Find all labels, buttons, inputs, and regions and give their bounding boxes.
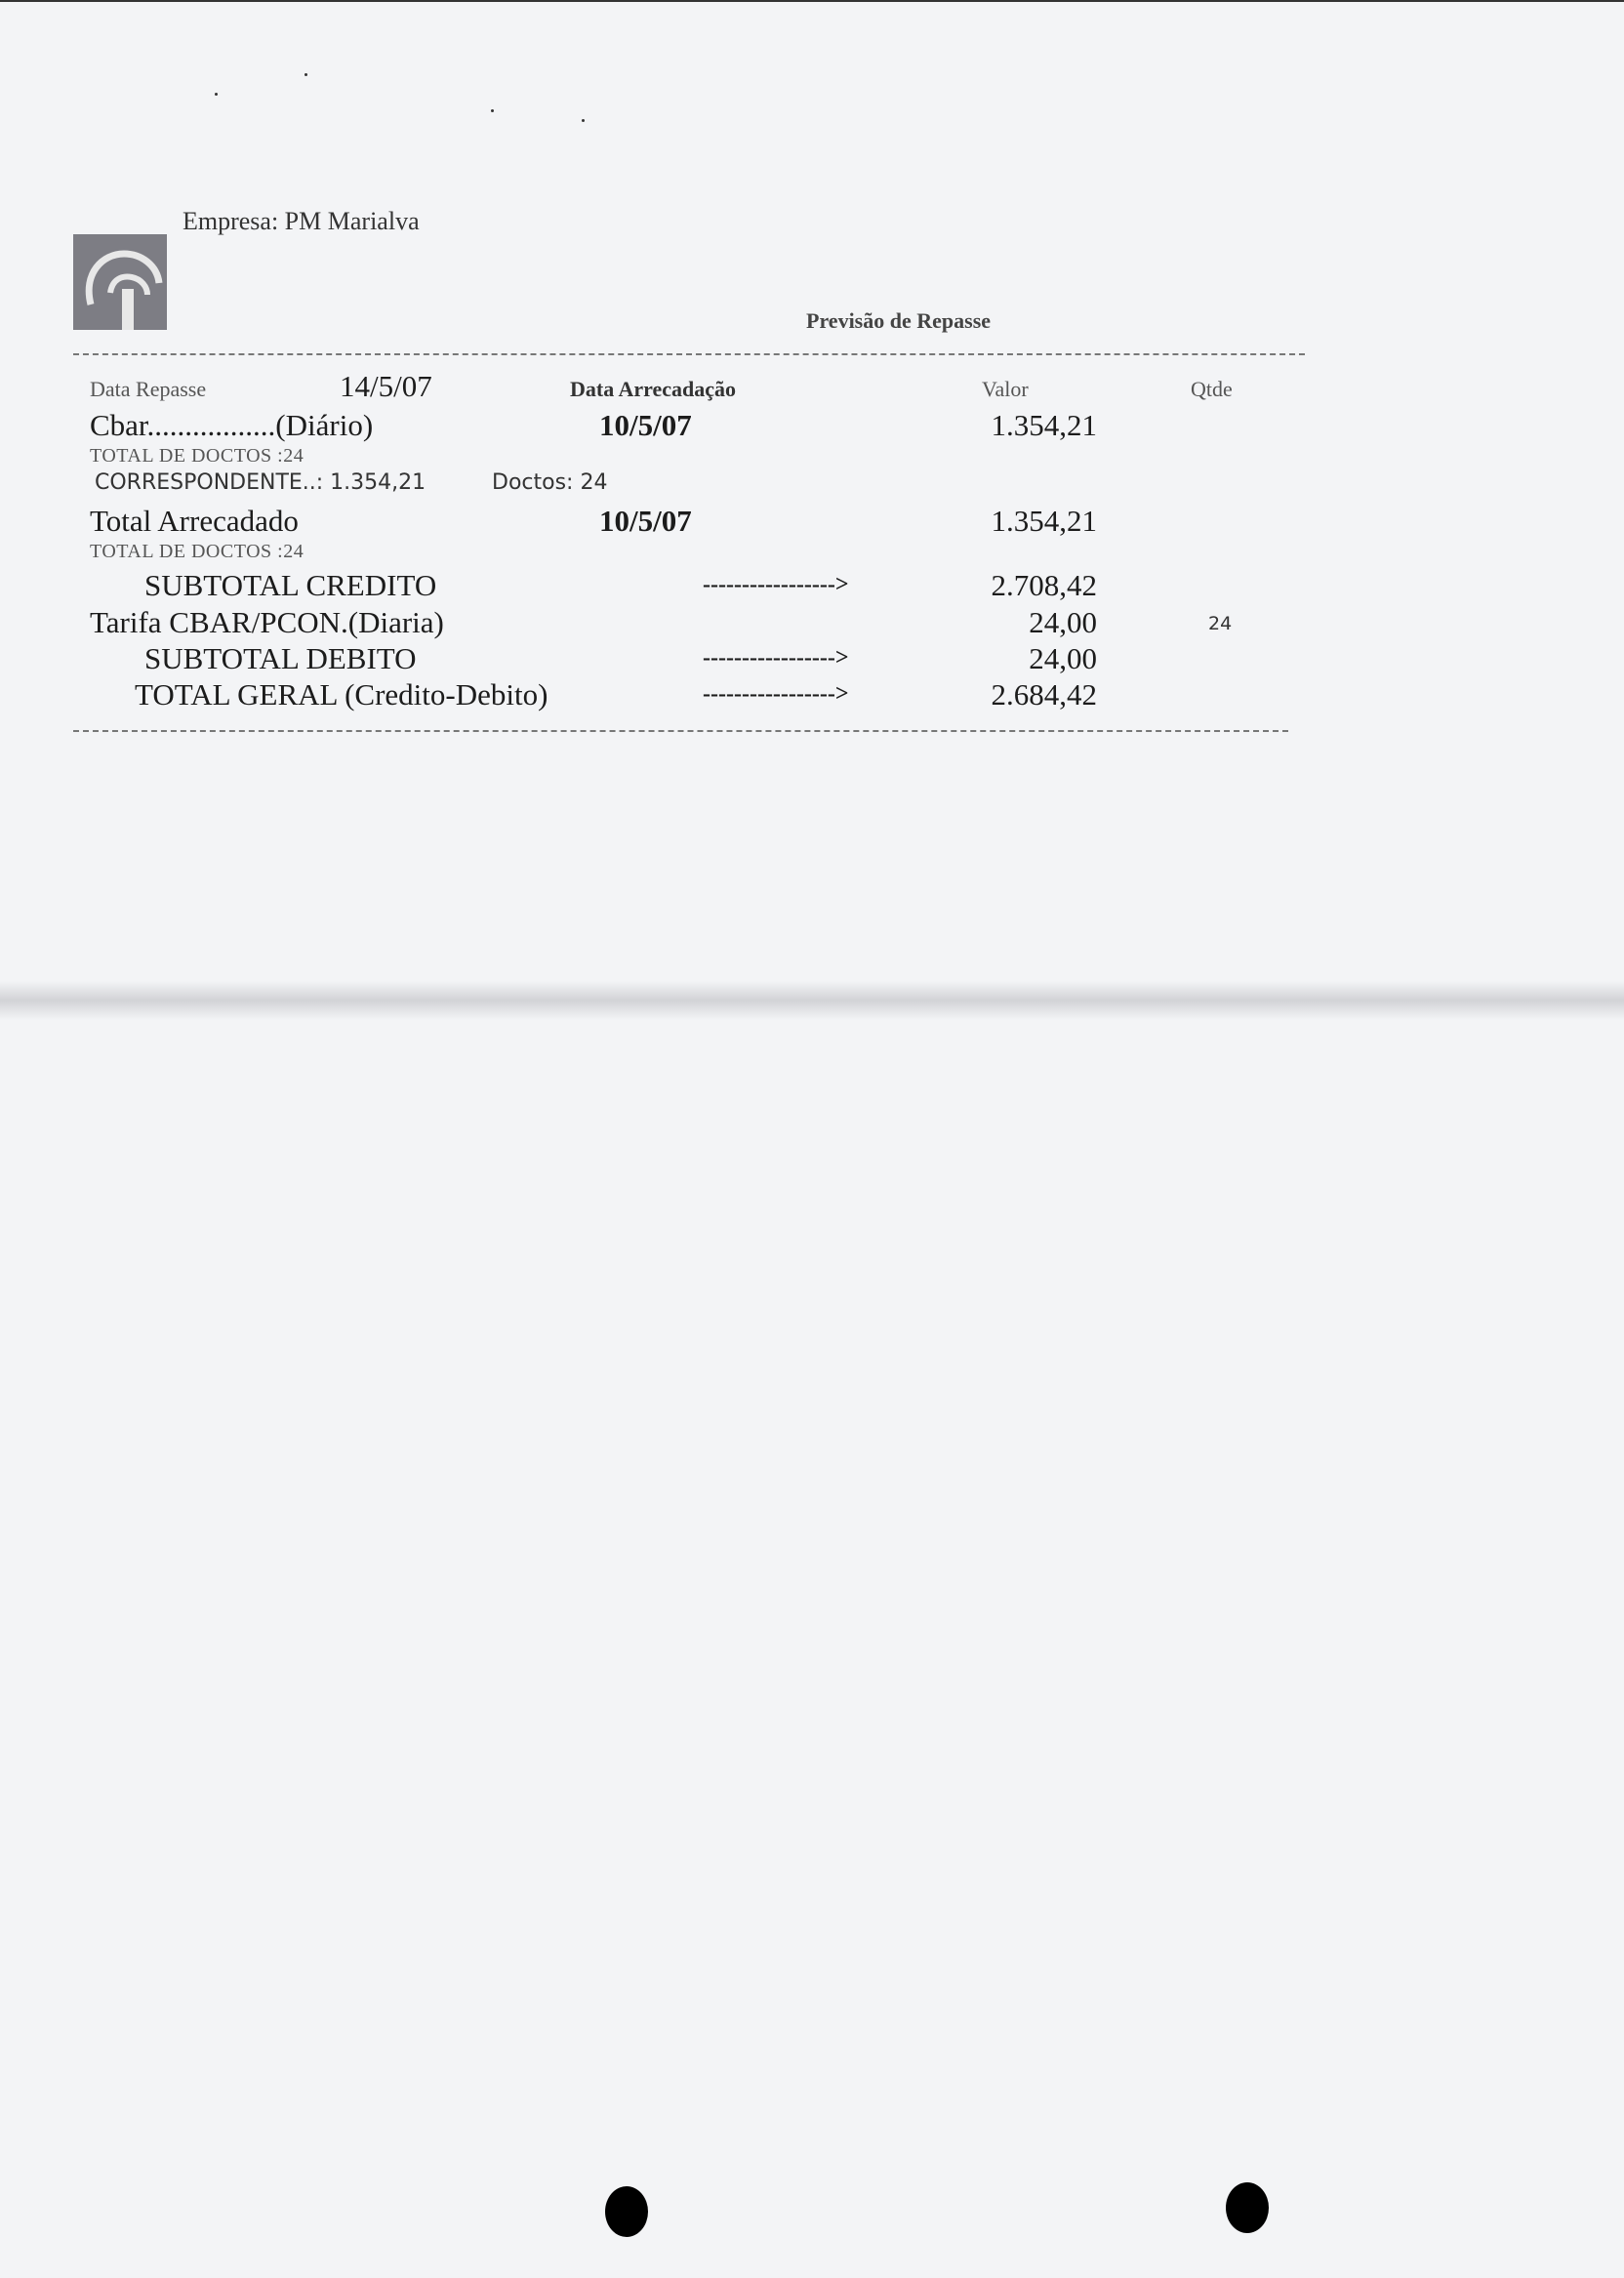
scan-speck: [491, 109, 494, 112]
subtotal-credito-value: 2.708,42: [991, 568, 1097, 602]
total-doctos-2: TOTAL DE DOCTOS :24: [90, 541, 304, 562]
doctos-text: Doctos: 24: [492, 470, 608, 495]
total-doctos-1: TOTAL DE DOCTOS :24: [90, 445, 304, 467]
bank-logo-icon: [73, 234, 167, 330]
subtotal-debito-arrow: ----------------->: [703, 645, 849, 671]
data-repasse-label: Data Repasse: [90, 377, 207, 401]
valor-label: Valor: [982, 377, 1029, 401]
cbar-date: 10/5/07: [599, 408, 692, 442]
scan-speck: [215, 93, 218, 96]
subtotal-debito-label: SUBTOTAL DEBITO: [144, 641, 417, 675]
tarifa-value: 24,00: [1029, 605, 1097, 639]
punch-hole: [605, 2186, 648, 2237]
cbar-label: Cbar.................(Diário): [90, 408, 374, 442]
subtotal-credito-arrow: ----------------->: [703, 572, 849, 597]
total-geral-arrow: ----------------->: [703, 681, 849, 707]
cbar-value: 1.354,21: [991, 408, 1097, 442]
data-repasse-value: 14/5/07: [340, 369, 432, 403]
subtotal-debito-value: 24,00: [1029, 641, 1097, 675]
page-top-edge: [0, 0, 1624, 2]
punch-hole: [1226, 2182, 1269, 2233]
scan-speck: [304, 73, 307, 76]
total-geral-value: 2.684,42: [991, 677, 1097, 712]
tarifa-label: Tarifa CBAR/PCON.(Diaria): [90, 605, 444, 639]
report-title: Previsão de Repasse: [806, 308, 992, 333]
total-arrecadado-label: Total Arrecadado: [90, 504, 299, 538]
total-arrecadado-date: 10/5/07: [599, 504, 692, 538]
scan-speck: [582, 119, 585, 122]
scan-artifact-band: [0, 981, 1624, 1020]
total-geral-label: TOTAL GERAL (Credito-Debito): [135, 677, 548, 712]
subtotal-credito-label: SUBTOTAL CREDITO: [144, 568, 437, 602]
header-divider: [73, 353, 1305, 355]
data-arrecadacao-label: Data Arrecadação: [570, 377, 737, 401]
correspondente-text: CORRESPONDENTE..: 1.354,21: [95, 470, 426, 495]
tarifa-qtde: 24: [1208, 613, 1233, 634]
total-arrecadado-value: 1.354,21: [991, 504, 1097, 538]
footer-divider: [73, 730, 1288, 732]
qtde-label: Qtde: [1191, 377, 1233, 401]
company-name: Empresa: PM Marialva: [183, 207, 420, 235]
